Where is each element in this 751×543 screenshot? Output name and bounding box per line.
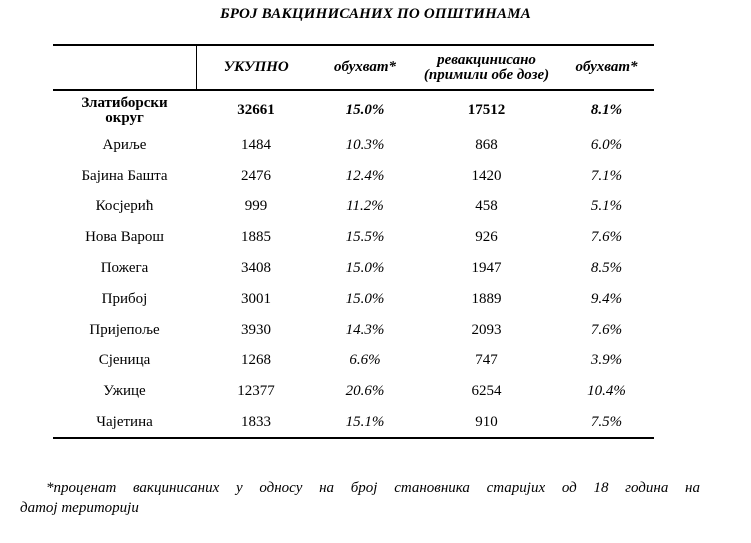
table-row xyxy=(53,346,654,377)
table-row xyxy=(53,192,654,223)
cell-revaccinated: 1947 xyxy=(471,260,502,277)
cell-total: 3930 xyxy=(241,321,271,338)
cell-revaccinated: 910 xyxy=(414,407,559,438)
cell-coverage: 10.3% xyxy=(345,136,385,153)
table-row xyxy=(53,253,654,284)
cell-name: Пожега xyxy=(100,260,149,277)
cell-total: 1484 xyxy=(241,136,271,153)
cell-name: Бајина Башта xyxy=(81,167,168,184)
footnote-line2: датој територији xyxy=(20,500,139,516)
cell-coverage: 20.6% xyxy=(345,383,385,400)
cell-name: Косјерић xyxy=(95,198,154,215)
cell-revaccinated: 926 xyxy=(475,229,498,246)
cell-revaccinated: 747 xyxy=(475,352,498,369)
cell-coverage: 15.5% xyxy=(345,229,385,246)
cell-name: Ариље xyxy=(102,136,147,153)
cell-coverage: 11.2% xyxy=(346,198,384,215)
summary-total: 32661 xyxy=(237,102,275,118)
cell-total: 999 xyxy=(244,198,268,215)
table-row xyxy=(53,315,654,346)
cell-total: 2476 xyxy=(241,167,271,184)
table-row xyxy=(53,407,654,438)
table-row xyxy=(53,284,654,315)
summary-revaccinated: 17512 xyxy=(467,102,506,118)
cell-coverage2: 10.4% xyxy=(587,383,626,400)
cell-revaccinated: 1889 xyxy=(471,290,502,307)
table-row xyxy=(53,376,654,407)
cell-revaccinated: 868 xyxy=(475,136,498,153)
header-coverage2: обухват* xyxy=(559,45,654,90)
cell-name: Нова Варош xyxy=(85,229,164,246)
summary-coverage2: 8.1% xyxy=(590,102,623,118)
cell-coverage2: 8.5% xyxy=(590,260,623,277)
cell-total: 1833 xyxy=(196,407,316,438)
header-revaccinated-line2: (примили обе дозе) xyxy=(423,66,550,83)
cell-coverage2: 6.0% xyxy=(590,136,623,153)
cell-coverage: 15.1% xyxy=(316,407,414,438)
cell-revaccinated: 6254 xyxy=(471,383,502,400)
header-name xyxy=(53,45,196,90)
header-coverage: обухват* xyxy=(316,45,414,90)
summary-name xyxy=(53,90,196,130)
cell-total: 1885 xyxy=(241,229,271,246)
summary-coverage: 15.0% xyxy=(345,102,385,118)
cell-coverage: 6.6% xyxy=(349,352,381,369)
cell-coverage2: 7.1% xyxy=(590,167,623,184)
cell-name: Чајетина xyxy=(53,407,196,438)
cell-total: 3001 xyxy=(241,290,271,307)
cell-total: 3408 xyxy=(241,260,271,277)
summary-name-line1: Златиборски xyxy=(81,94,168,111)
cell-name: Ужице xyxy=(103,383,146,400)
table-header-row xyxy=(53,45,654,90)
cell-coverage: 12.4% xyxy=(345,167,385,184)
header-revaccinated xyxy=(414,45,559,90)
cell-coverage2: 5.1% xyxy=(590,198,623,215)
header-total: УКУПНО xyxy=(196,45,316,90)
cell-coverage2: 9.4% xyxy=(590,290,623,307)
table-row xyxy=(53,161,654,192)
cell-coverage: 15.0% xyxy=(345,260,385,277)
cell-name: Прибој xyxy=(101,290,148,307)
summary-name-line2: округ xyxy=(105,109,144,126)
cell-total: 12377 xyxy=(237,383,275,400)
cell-coverage2: 7.5% xyxy=(559,407,654,438)
cell-coverage: 15.0% xyxy=(345,290,385,307)
vaccination-table xyxy=(53,44,654,439)
cell-coverage2: 7.6% xyxy=(590,321,623,338)
cell-coverage2: 7.6% xyxy=(590,229,623,246)
cell-revaccinated: 1420 xyxy=(471,167,502,184)
cell-revaccinated: 2093 xyxy=(471,321,502,338)
header-revaccinated-line1: ревакцинисано xyxy=(437,51,536,68)
cell-coverage: 14.3% xyxy=(345,321,385,338)
table-row xyxy=(53,130,654,161)
cell-name: Пријепоље xyxy=(89,321,160,338)
summary-row xyxy=(53,90,654,130)
page-title: БРОЈ ВАКЦИНИСАНИХ ПО ОПШТИНАМА xyxy=(220,6,531,22)
footnote xyxy=(20,478,700,518)
table-row xyxy=(53,222,654,253)
cell-revaccinated: 458 xyxy=(475,198,498,215)
cell-coverage2: 3.9% xyxy=(590,352,623,369)
cell-total: 1268 xyxy=(241,352,271,369)
footnote-line1: *проценат вакцинисаних у односу на број становника старијих од 18 година на xyxy=(46,480,700,496)
cell-name: Сјеница xyxy=(98,352,151,369)
